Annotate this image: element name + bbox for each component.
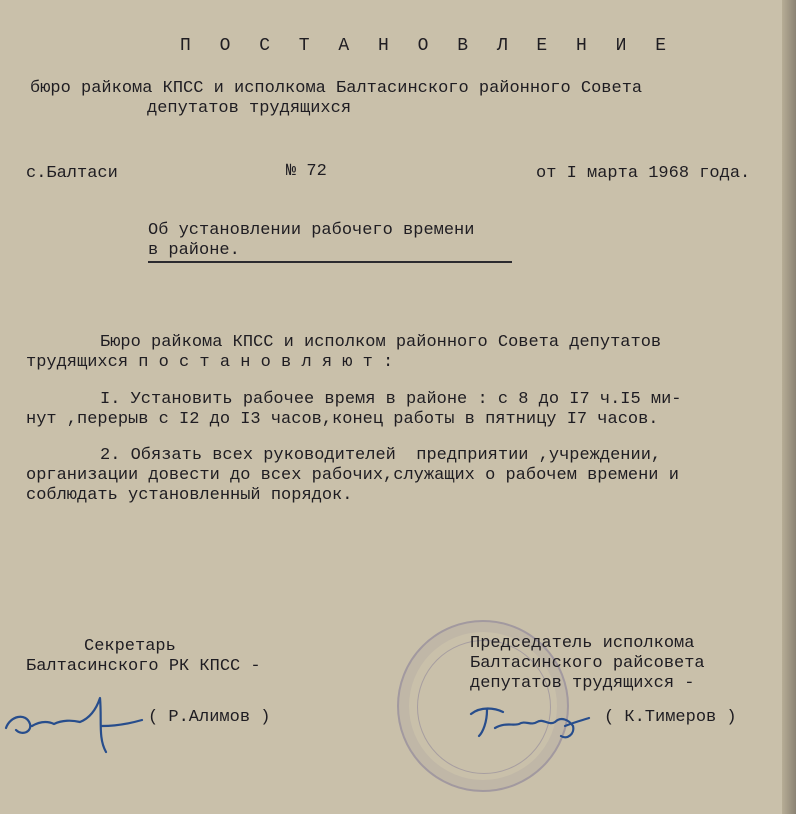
preamble-line-2: трудящихся п о с т а н о в л я ю т : [26, 353, 394, 372]
document-number: № 72 [286, 162, 327, 181]
left-signatory-name: ( Р.Алимов ) [148, 708, 271, 727]
item-2-line-1: 2. Обязать всех руководителей предприятии ,учреждении, [100, 446, 662, 465]
left-handwritten-signature [2, 690, 152, 760]
right-signatory-name: ( К.Тимеров ) [604, 708, 737, 727]
item-2-line-3: соблюдать установленный порядок. [26, 486, 353, 505]
subject-underline [148, 261, 512, 263]
issuer-line-1: бюро райкома КПСС и исполкома Балтасинского районного Совета [30, 79, 643, 98]
right-signatory-title-2: Балтасинского райсовета [470, 654, 705, 673]
document-date: от I марта 1968 года. [536, 164, 751, 183]
issuer-line-2: депутатов трудящихся [147, 99, 352, 118]
right-handwritten-signature [465, 696, 595, 746]
right-signatory-title-3: депутатов трудящихся - [470, 674, 695, 693]
left-signatory-title-2: Балтасинского РК КПСС - [26, 657, 261, 676]
right-signatory-title-1: Председатель исполкома [470, 634, 695, 653]
subject-line-2: в районе. [148, 241, 240, 260]
item-1-line-2: нут ,перерыв с I2 до I3 часов,конец работы в пятницу I7 часов. [26, 410, 659, 429]
document-title: П О С Т А Н О В Л Е Н И Е [180, 36, 676, 56]
left-signatory-title-1: Секретарь [84, 637, 176, 656]
place: с.Балтаси [26, 164, 118, 183]
item-2-line-2: организации довести до всех рабочих,служащих о рабочем времени и [26, 466, 679, 485]
preamble-line-1: Бюро райкома КПСС и исполком районного Совета депутатов [100, 333, 662, 352]
subject-line-1: Об установлении рабочего времени [148, 221, 475, 240]
item-1-line-1: I. Установить рабочее время в районе : с 8 до I7 ч.I5 ми- [100, 390, 682, 409]
page-edge [782, 0, 796, 814]
